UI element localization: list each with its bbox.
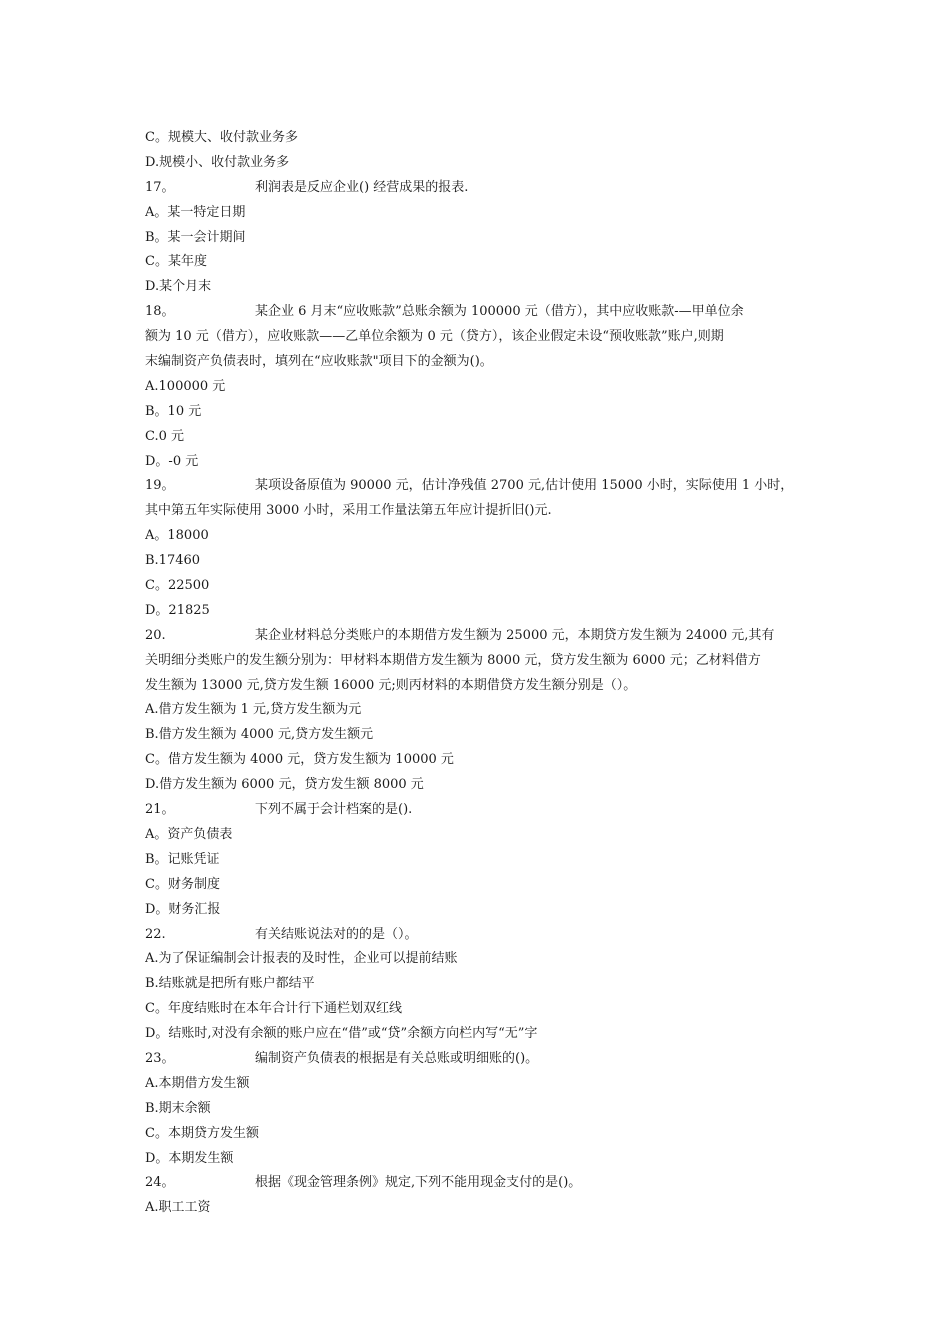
answer-option: D。结账时,对没有余额的账户应在“借”或“贷”余额方向栏内写“无”字 <box>145 1026 538 1042</box>
question-line <box>145 624 810 649</box>
answer-option: B。某一会计期间 <box>145 229 246 245</box>
question-line <box>145 474 810 499</box>
answer-option: C。某年度 <box>145 254 207 270</box>
answer-option: A。18000 <box>145 528 209 544</box>
question-text: 某企业 6 月末“应收账款”总账余额为 100000 元（借方），其中应收账款-—甲单位余 <box>255 304 744 320</box>
answer-option: D。21825 <box>145 602 210 618</box>
question-text: 有关结账说法对的的是（）。 <box>255 926 418 942</box>
question-line <box>145 923 810 948</box>
answer-option: D。本期发生额 <box>145 1150 234 1166</box>
answer-option: C。22500 <box>145 578 210 594</box>
answer-option: B.结账就是把所有账户都结平 <box>145 976 315 992</box>
answer-option: B。记账凭证 <box>145 851 220 867</box>
question-number: 18。 <box>145 304 175 320</box>
answer-option: A.本期借方发生额 <box>145 1075 250 1091</box>
question-number: 23。 <box>145 1050 175 1066</box>
answer-option: B.17460 <box>145 553 201 569</box>
question-number: 17。 <box>145 179 175 195</box>
question-text-continued: 发生额为 13000 元,贷方发生额 16000 元;则丙材料的本期借贷方发生额分别是（）。 <box>145 677 637 693</box>
question-number: 21。 <box>145 802 175 818</box>
answer-option: D.规模小、收付款业务多 <box>145 154 290 170</box>
question-line <box>145 300 810 325</box>
answer-option: A.职工工资 <box>145 1200 211 1216</box>
question-text-continued: 关明细分类账户的发生额分别为：甲材料本期借方发生额为 8000 元，贷方发生额为 6000 元；乙材料借方 <box>145 652 761 668</box>
answer-option: D.某个月末 <box>145 279 212 295</box>
question-text-continued: 末编制资产负债表时，填列在“应收账款"项目下的金额为()。 <box>145 354 493 370</box>
answer-option: B。10 元 <box>145 403 202 419</box>
question-number: 19。 <box>145 478 175 494</box>
answer-option: A。某一特定日期 <box>145 204 246 220</box>
answer-option: C。规模大、收付款业务多 <box>145 130 298 145</box>
question-text: 某项设备原值为 90000 元，估计净残值 2700 元,估计使用 15000 小时，实际使用 1 小时， <box>255 478 794 494</box>
answer-option: C。借方发生额为 4000 元，贷方发生额为 10000 元 <box>145 752 454 768</box>
answer-option: A.借方发生额为 1 元,贷方发生额为元 <box>145 702 362 718</box>
question-text-continued: 其中第五年实际使用 3000 小时，采用工作量法第五年应计提折旧()元. <box>145 503 552 519</box>
answer-option: D.借方发生额为 6000 元，贷方发生额 8000 元 <box>145 777 424 793</box>
answer-option: D。财务汇报 <box>145 901 221 917</box>
question-number: 20. <box>145 627 166 643</box>
answer-option: A.100000 元 <box>145 378 226 394</box>
question-number: 22. <box>145 926 166 942</box>
question-number: 24。 <box>145 1175 175 1191</box>
question-text: 根据《现金管理条例》规定,下列不能用现金支付的是()。 <box>255 1175 582 1191</box>
document-page <box>145 126 810 1221</box>
answer-option: C。年度结账时在本年合计行下通栏划双红线 <box>145 1001 402 1017</box>
question-text: 下列不属于会计档案的是(). <box>255 802 413 818</box>
question-line <box>145 798 810 823</box>
question-line <box>145 1047 810 1072</box>
question-text: 利润表是反应企业() 经营成果的报表. <box>255 179 469 195</box>
question-line <box>145 176 810 201</box>
answer-option: C。财务制度 <box>145 876 220 892</box>
question-line <box>145 1171 810 1196</box>
answer-option: C。本期贷方发生额 <box>145 1125 259 1141</box>
answer-option: B.期末余额 <box>145 1100 211 1116</box>
question-text: 编制资产负债表的根据是有关总账或明细账的()。 <box>255 1050 539 1066</box>
answer-option: B.借方发生额为 4000 元,贷方发生额元 <box>145 727 374 743</box>
question-text: 某企业材料总分类账户的本期借方发生额为 25000 元，本期贷方发生额为 24000 元,其有 <box>255 627 775 643</box>
answer-option: A.为了保证编制会计报表的及时性，企业可以提前结账 <box>145 951 458 967</box>
answer-option: D。-0 元 <box>145 453 199 469</box>
question-text-continued: 额为 10 元（借方），应收账款——乙单位余额为 0 元（贷方），该企业假定未设“预收账款”账户,则期 <box>145 329 724 345</box>
answer-option: A。资产负债表 <box>145 826 233 842</box>
answer-option: C.0 元 <box>145 428 185 444</box>
